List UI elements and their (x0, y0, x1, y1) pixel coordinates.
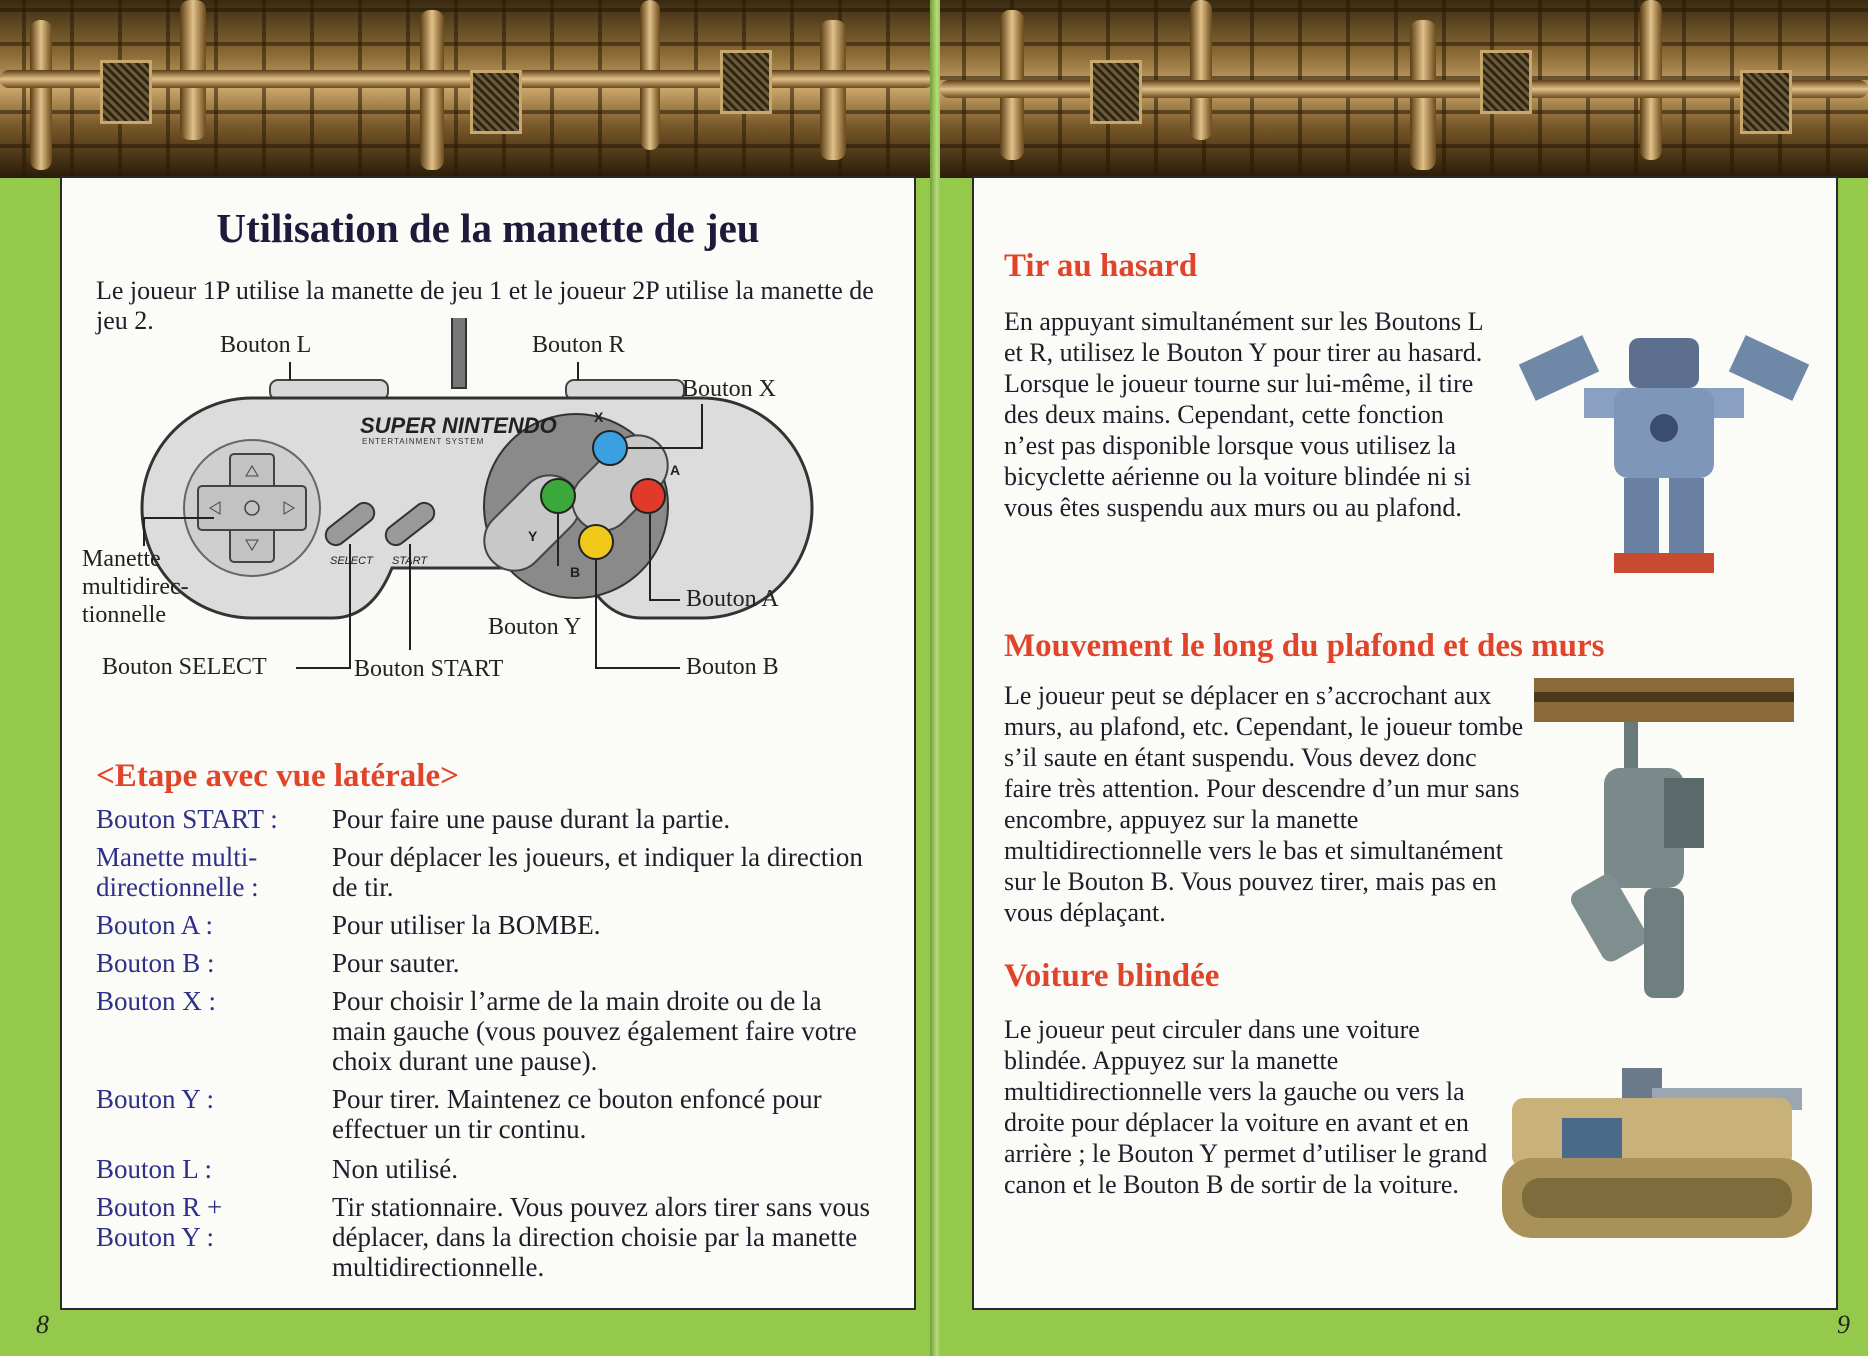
section-text-armored-car: Le joueur peut circuler dans une voiture blindée. Appuyez sur la manette multidirectionnelle vers la gauche ou vers la droite pour déplacer la voiture en avant et en arrière ; le Bouton Y permet d’utiliser le grand canon et le Bouton B de sortir de la voiture. (1004, 1015, 1488, 1199)
section-title-ceiling-wall: Mouvement le long du plafond et des murs (1004, 628, 1605, 664)
right-content-panel (972, 176, 1838, 1310)
label-bouton-select: Bouton SELECT (102, 654, 267, 680)
section-title-armored-car: Voiture blindée (1004, 958, 1220, 994)
page-number-right: 9 (1837, 1310, 1850, 1339)
snes-controller-illustration (62, 318, 914, 748)
label-bouton-a: Bouton A (686, 586, 779, 612)
start-print: START (392, 555, 428, 567)
select-print: SELECT (330, 555, 373, 567)
right-page (940, 0, 1868, 1356)
face-letter-x: X (594, 409, 604, 425)
face-letter-a: A (670, 462, 681, 478)
label-bouton-x: Bouton X (682, 376, 777, 402)
face-letter-y: Y (528, 528, 538, 544)
controller-brand-sub: ENTERTAINMENT SYSTEM (362, 437, 485, 446)
robot-boss-sprite (1514, 318, 1814, 588)
x-button-icon (593, 431, 627, 465)
label-bouton-y: Bouton Y (488, 614, 582, 640)
machinery-banner (0, 0, 934, 178)
controller-diagram (62, 318, 914, 748)
section-text-ceiling-wall: Le joueur peut se déplacer en s’accrochant aux murs, au plafond, etc. Cependant, le joueur tombe s’il saute en étant suspendu. Vous devez donc faire très attention. Pour descendre d’un mur sans encombre, appuyez sur la manette multidirectionnelle vers le bas et simultanément sur le Bouton B. Vous pouvez tirer, mais pas en vous déplaçant. (1004, 681, 1524, 927)
face-letter-b: B (570, 564, 581, 580)
label-bouton-b: Bouton B (686, 654, 779, 680)
section-title-side-view: <Etape avec vue latérale> (96, 758, 459, 794)
a-button-icon (631, 479, 665, 513)
label-bouton-start: Bouton START (354, 656, 504, 682)
armored-car-sprite (1502, 1068, 1812, 1258)
page-title: Utilisation de la manette de jeu (216, 205, 760, 251)
intro-text: Le joueur 1P utilise la manette de jeu 1 et le joueur 2P utilise la manette de jeu 2. (96, 276, 874, 335)
controller-brand: SUPER NINTENDO (360, 413, 557, 438)
label-bouton-l: Bouton L (220, 332, 312, 358)
label-dpad-1: Manette (82, 546, 161, 572)
y-button-icon (541, 479, 575, 513)
section-title-random-fire: Tir au hasard (1004, 248, 1198, 284)
label-bouton-r: Bouton R (532, 332, 625, 358)
b-button-icon (579, 525, 613, 559)
page-number-left: 8 (36, 1310, 49, 1339)
label-dpad-2: multidirec- (82, 574, 189, 600)
machinery-banner (940, 0, 1868, 178)
label-dpad-3: tionnelle (82, 602, 166, 628)
left-content-panel: Utilisation de la manette de jeu Le joueur 1P utilise la manette de jeu 1 et le joueur 2P utilise la manette de jeu 2. SUPER NINTENDO ENTERTAINMENT SYSTEM SELECT START X A Y B Bouton L Bouton R Bouton X Manette multidirec- tionnelle Bouton A Bouton Y Bouton SELECT Bouton START Bouton B <Etape avec vue latérale> Bouton START : Pour faire une pause durant la partie. Manette multi-directionnelle : Pour déplacer les joueurs, et indiquer la direction de tir. Bouton A : Pour utiliser la BOMBE. Bouton B : Pour sauter. Bouton X : Pour choisir l’arme de la main droite ou de la main gauche (vous pouvez également faire votre choix durant une pause). Bouton Y : Pour tirer. Maintenez ce bouton enfoncé pour effectuer un tir continu. Bouton L : Non utilisé. Bouton R + Bouton Y : Tir stationnaire. Vous pouvez alors tirer sans vous déplacer, dans la direction choisie par la manette multidirectionnelle. (60, 176, 916, 1310)
section-text-random-fire: En appuyant simultanément sur les Boutons L et R, utilisez le Bouton Y pour tirer au hasard. Lorsque le joueur tourne sur lui-même, il tire des deux mains. Cependant, cette fonction n’est pas disponible lorsque vous utilisez la bicyclette aérienne ou la voiture blindée ni si vous êtes suspendu aux murs ou au plafond. (1004, 307, 1483, 522)
hanging-player-sprite (1534, 678, 1794, 1018)
